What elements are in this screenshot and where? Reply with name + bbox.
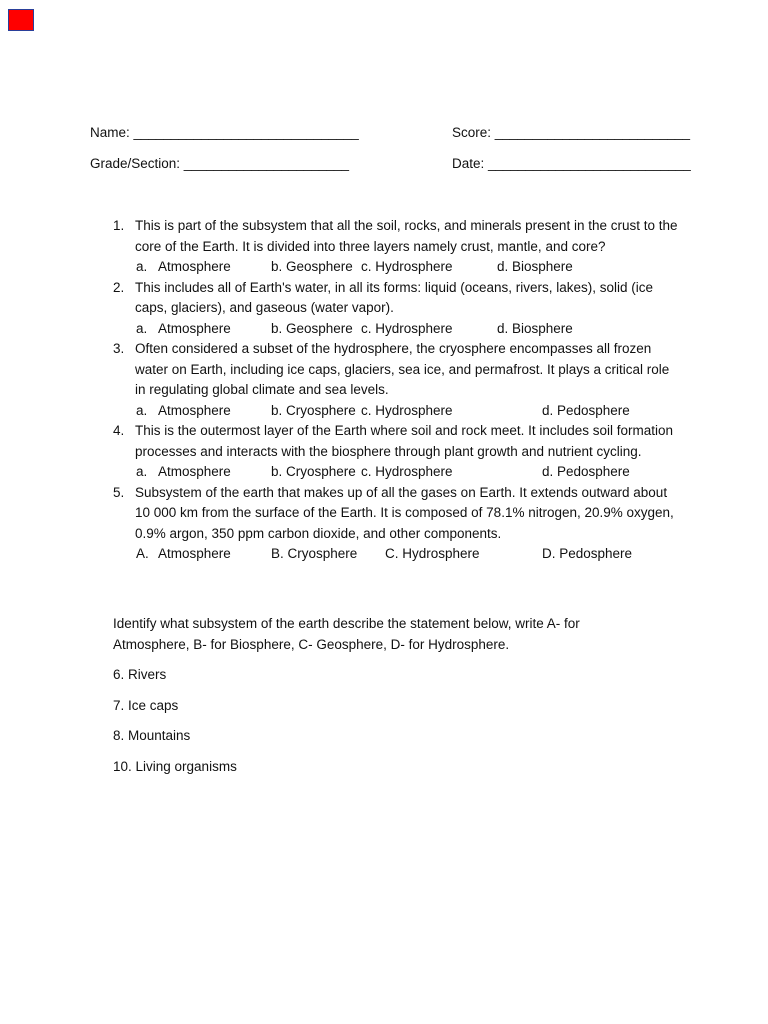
choice-d: d. Pedosphere xyxy=(542,464,630,479)
question-4 xyxy=(113,421,683,483)
question-list xyxy=(113,216,683,565)
identify-instruction: Identify what subsystem of the earth describe the statement below, write A- for Atmosphere, B- for Biosphere, C- Geosphere, D- for Hydrosphere. xyxy=(113,616,580,652)
question-1 xyxy=(113,216,683,278)
identify-item: 8. Mountains xyxy=(113,728,191,743)
question-5 xyxy=(113,483,683,565)
name-field: Name: ______________________________ xyxy=(90,125,359,140)
choice-row xyxy=(113,462,683,483)
choice-a: Atmosphere xyxy=(158,464,231,479)
choice-b: b. Geosphere xyxy=(271,320,353,336)
choice-d: d. Pedosphere xyxy=(542,402,630,418)
choice-c: C. Hydrosphere xyxy=(385,546,480,561)
date-field: Date: ___________________________ xyxy=(452,156,691,171)
choice-c: c. Hydrosphere xyxy=(361,259,453,274)
choice-letter: a. xyxy=(136,402,148,418)
question-text: This is part of the subsystem that all the soil, rocks, and minerals present in the crust to the core of the Earth. It is divided into three layers namely crust, mantle, and core? xyxy=(135,218,678,254)
choice-c: c. Hydrosphere xyxy=(361,464,453,479)
identify-item: 7. Ice caps xyxy=(113,698,179,713)
choice-b: b. Cryosphere xyxy=(271,402,356,418)
choice-a: Atmosphere xyxy=(158,546,231,561)
choice-letter: a. xyxy=(136,464,148,479)
question-text: Often considered a subset of the hydrosphere, the cryosphere encompasses all frozen water on Earth, including ice caps, glaciers, sea ice, and permafrost. It plays a critical role in regulating global climate and sea levels. xyxy=(135,341,670,397)
choice-d: D. Pedosphere xyxy=(542,546,633,561)
choice-d: d. Biosphere xyxy=(497,259,573,274)
choice-b: B. Cryosphere xyxy=(271,546,358,561)
choice-letter: A. xyxy=(136,546,149,561)
choice-letter: a. xyxy=(136,259,148,274)
question-text: This is the outermost layer of the Earth where soil and rock meet. It includes soil formation processes and interacts with the biosphere through plant growth and nutrient cycling. xyxy=(135,423,673,459)
question-2 xyxy=(113,278,683,340)
red-square-marker xyxy=(8,9,34,31)
choice-b: b. Cryosphere xyxy=(271,464,356,479)
grade-section-field: Grade/Section: ______________________ xyxy=(90,156,349,171)
identify-item: 10. Living organisms xyxy=(113,759,237,774)
question-text: Subsystem of the earth that makes up of all the gases on Earth. It extends outward about 10 000 km from the surface of the Earth. It is composed of 78.1% nitrogen, 20.9% oxygen, 0.9% argon, 350 ppm carbon dioxide, and other components. xyxy=(135,484,674,541)
choice-c: c. Hydrosphere xyxy=(361,402,453,418)
choice-row xyxy=(113,544,683,565)
question-3 xyxy=(113,339,683,421)
choice-row xyxy=(113,257,683,278)
question-number: 1. xyxy=(113,218,125,233)
choice-d: d. Biosphere xyxy=(497,320,573,336)
choice-row xyxy=(113,319,683,340)
choice-a: Atmosphere xyxy=(158,259,231,274)
question-number: 3. xyxy=(113,341,125,356)
choice-a: Atmosphere xyxy=(158,320,231,336)
question-number: 5. xyxy=(113,484,125,500)
choice-row xyxy=(113,401,683,422)
choice-c: c. Hydrosphere xyxy=(361,320,453,336)
choice-b: b. Geosphere xyxy=(271,259,353,274)
question-number: 4. xyxy=(113,423,125,438)
score-field: Score: __________________________ xyxy=(452,125,690,140)
question-text: This includes all of Earth's water, in all its forms: liquid (oceans, rivers, lakes), solid (ice caps, glaciers), and gaseous (water vapor). xyxy=(135,279,654,315)
choice-letter: a. xyxy=(136,320,148,336)
identify-item: 6. Rivers xyxy=(113,667,167,682)
question-number: 2. xyxy=(113,279,125,295)
choice-a: Atmosphere xyxy=(158,402,231,418)
